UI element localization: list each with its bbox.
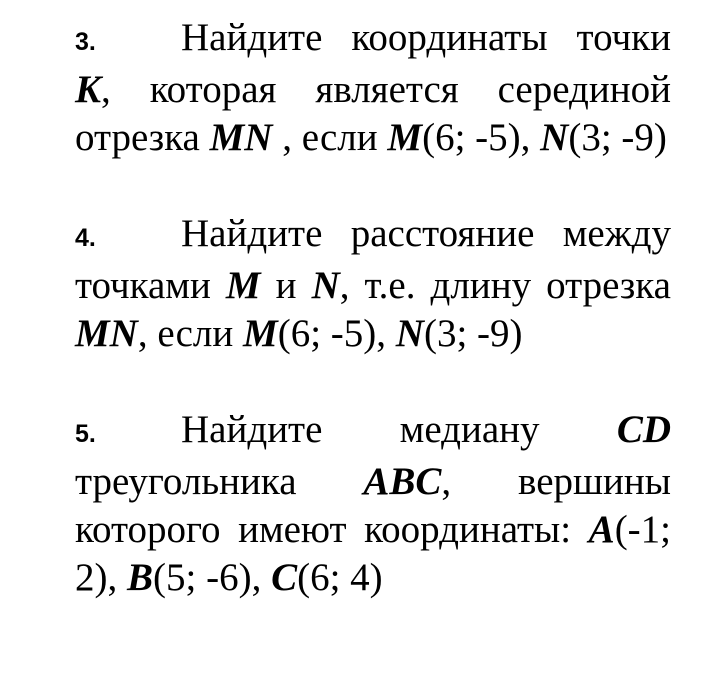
task-number: 3.	[75, 28, 96, 56]
task-text: Найдите медиану	[181, 408, 617, 451]
segment-label: CD	[616, 408, 671, 451]
task-5	[75, 406, 671, 602]
task-text: , т.е. длину отрезка	[339, 264, 671, 307]
point-label: A	[588, 508, 615, 551]
task-text: , если	[272, 116, 388, 159]
task-text: , которая является серединой отрезка	[75, 68, 671, 159]
coordinates: (6; -5),	[422, 116, 541, 159]
coordinates: (6; 4)	[297, 556, 383, 599]
task-text: треугольника	[75, 460, 364, 503]
task-4	[75, 210, 671, 358]
task-number: 4.	[75, 224, 96, 252]
problem-sheet	[75, 14, 671, 602]
point-label: N	[395, 312, 424, 355]
task-number: 5.	[75, 420, 96, 448]
segment-label: MN	[209, 116, 273, 159]
point-label: M	[243, 312, 278, 355]
point-label: C	[271, 556, 298, 599]
point-label: B	[127, 556, 154, 599]
segment-label: MN	[75, 312, 138, 355]
coordinates: (5; -6),	[153, 556, 272, 599]
task-text: Найдите расстояние между точками	[75, 212, 671, 307]
coordinates: (6; -5),	[277, 312, 396, 355]
point-label: M	[387, 116, 423, 159]
task-text: , если	[137, 312, 244, 355]
coordinates: (3; -9)	[568, 116, 667, 159]
triangle-label: ABC	[363, 460, 442, 503]
point-label: M	[225, 264, 261, 307]
point-label: N	[311, 264, 340, 307]
coordinates: (3; -9)	[423, 312, 523, 355]
task-text: Найдите координаты точки	[181, 16, 671, 59]
task-3	[75, 14, 671, 162]
point-label: K	[75, 68, 102, 111]
task-text: , вершины которого имеют координаты:	[75, 460, 671, 551]
task-text: и	[260, 264, 312, 307]
point-label: N	[540, 116, 569, 159]
coordinates: (-1; 2),	[75, 508, 671, 599]
